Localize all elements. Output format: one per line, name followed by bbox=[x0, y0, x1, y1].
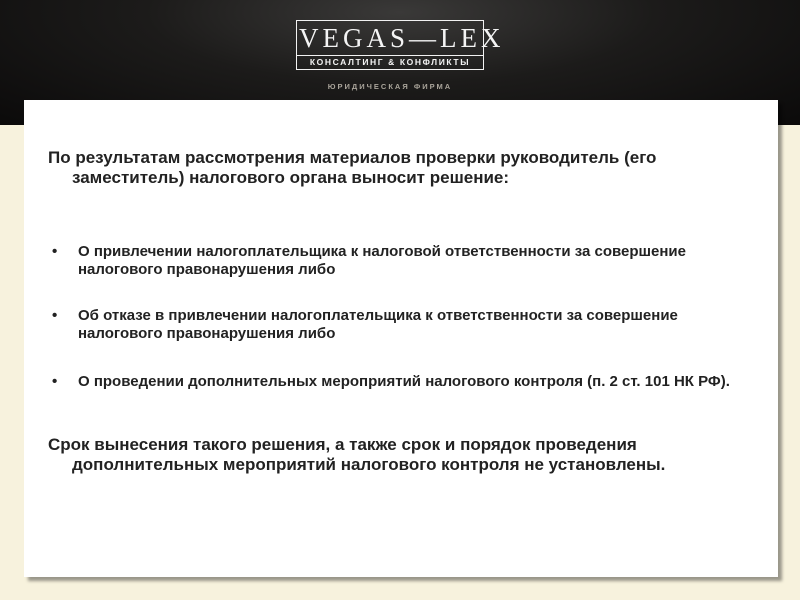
logo-tagline: ЮРИДИЧЕСКАЯ ФИРМА bbox=[327, 82, 453, 91]
bullet-list bbox=[48, 243, 758, 391]
bullet-marker: • bbox=[52, 307, 58, 324]
content-panel bbox=[24, 100, 778, 577]
logo-box bbox=[296, 20, 505, 70]
logo-name: VEGAS—LEX bbox=[299, 23, 505, 53]
bullet-item bbox=[48, 373, 758, 391]
company-logo bbox=[295, 20, 505, 91]
bullet-marker: • bbox=[52, 243, 58, 260]
bullet-item bbox=[48, 243, 758, 279]
bullet-marker: • bbox=[52, 373, 58, 390]
bullet-text: О проведении дополнительных мероприятий налогового контроля (п. 2 ст. 101 НК РФ). bbox=[78, 373, 730, 390]
outro-text: Срок вынесения такого решения, а также срок и порядок проведения дополнительных мероприятий налогового контроля не установлены. bbox=[48, 435, 666, 474]
logo-subtitle: КОНСАЛТИНГ & КОНФЛИКТЫ bbox=[297, 55, 483, 69]
bullet-text: Об отказе в привлечении налогоплательщика к ответственности за совершение налогового правонарушения либо bbox=[78, 307, 678, 342]
bullet-item bbox=[48, 307, 758, 343]
bullet-text: О привлечении налогоплательщика к налоговой ответственности за совершение налогового правонарушения либо bbox=[78, 243, 686, 278]
intro-text: По результатам рассмотрения материалов проверки руководитель (его заместитель) налогового органа выносит решение: bbox=[48, 148, 657, 187]
